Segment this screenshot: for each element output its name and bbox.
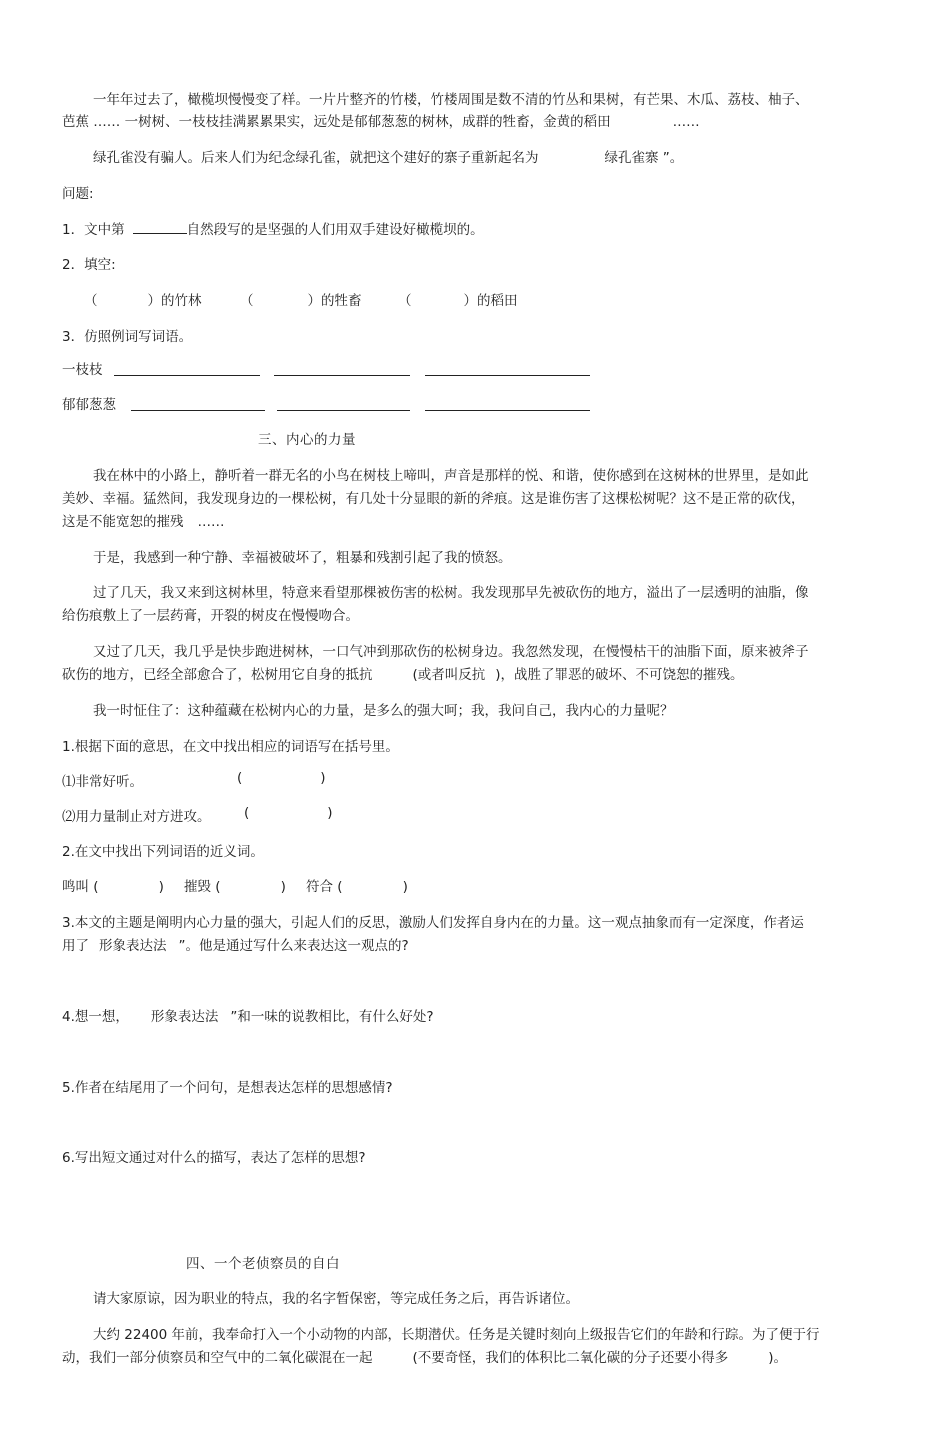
s4-p2-line2 — [62, 1346, 787, 1366]
s2-q2-item3: ）的稻田 — [463, 293, 518, 309]
s2-q2-blank2[interactable] — [240, 289, 362, 309]
s2-q2-blank1[interactable] — [84, 289, 202, 309]
s3-q5: 5.作者在结尾用了一个问句，是想表达怎样的思想感情? — [62, 1080, 393, 1096]
s2-p2-text: 绿孔雀没有骗人。后来人们为纪念绿孔雀，就把这个建好的寨子重新起名为 — [93, 150, 539, 166]
s2-p1-line1: 一年年过去了，橄榄坝慢慢变了样。一片片整齐的竹楼，竹楼周围是数不清的竹丛和果树，有芒果、木瓜、荔枝、柚子、 — [93, 92, 809, 108]
open-paren: （ — [240, 293, 254, 309]
s3-q2-w1[interactable] — [62, 875, 164, 895]
s3-q4-post: ”和一味的说教相比，有什么好处? — [230, 1009, 434, 1025]
s3-q2-w3[interactable] — [306, 875, 408, 895]
s3-p4-line2-end: )，战胜了罪恶的破坏、不可饶恕的摧残。 — [495, 667, 744, 683]
s3-q3-line2 — [62, 934, 409, 954]
s2-q3-r2-blank2[interactable] — [277, 409, 410, 411]
s2-q2-item2: ）的牲畜 — [307, 293, 362, 309]
close-paren: ) — [320, 770, 326, 786]
s4-p2-line2-text: 动，我们一部分侦察员和空气中的二氧化碳混在一起 — [62, 1350, 373, 1366]
s4-p1: 请大家原谅，因为职业的特点，我的名字暂保密，等完成任务之后，再告诉诸位。 — [93, 1291, 579, 1307]
s2-q2-item1: ）的竹林 — [147, 293, 202, 309]
questions-label: 问题: — [62, 186, 94, 202]
close-paren: ) — [402, 879, 408, 895]
s2-q3-r2-blank3[interactable] — [425, 409, 590, 411]
s3-q6: 6.写出短文通过对什么的描写，表达了怎样的思想? — [62, 1150, 366, 1166]
s3-q2-label: 2.在文中找出下列词语的近义词。 — [62, 844, 264, 860]
s3-p4-line2 — [62, 663, 744, 683]
s3-p3-line1: 过了几天，我又来到这树林里，特意来看望那棵被伤害的松树。我发现那早先被砍伤的地方，溢出了一层透明的油脂，像 — [93, 585, 809, 601]
s3-q3-line2-end: ”。他是通过写什么来表达这一观点的? — [178, 938, 409, 954]
s3-q2-w3-text: 符合 ( — [306, 879, 343, 895]
s3-p1-line1: 我在林中的小路上，静听着一群无名的小鸟在树枝上啼叫，声音是那样的悦、和谐，使你感到在这树林的世界里，是如此 — [93, 468, 809, 484]
s3-p4-line2-mid: (或者叫反抗 — [412, 667, 486, 683]
open-paren: ( — [244, 805, 250, 821]
s3-q1-b-blank[interactable] — [244, 805, 333, 821]
s2-q1-post: 自然段写的是坚强的人们用双手建设好橄榄坝的。 — [186, 222, 484, 238]
s2-q3-row1 — [62, 358, 103, 378]
close-paren: ) — [280, 879, 286, 895]
s2-p1-line2-end: …… — [672, 114, 700, 130]
s3-q3-line2-pre: 用了 — [62, 938, 89, 954]
s3-q1-a-blank[interactable] — [237, 770, 326, 786]
s3-p1-line3 — [62, 510, 225, 530]
s2-q2-blank3[interactable] — [398, 289, 518, 309]
s4-p2-line2-end: )。 — [768, 1350, 788, 1366]
section4-title: 四、一个老侦察员的自白 — [186, 1256, 340, 1272]
s3-q4-pre: 4.想一想， — [62, 1009, 129, 1025]
s2-q3-r1-blank1[interactable] — [114, 374, 260, 376]
open-paren: （ — [398, 293, 412, 309]
s3-q1-label: 1.根据下面的意思，在文中找出相应的词语写在括号里。 — [62, 739, 399, 755]
s3-p1-line2: 美妙、幸福。猛然间，我发现身边的一棵松树，有几处十分显眼的新的斧痕。这是谁伤害了这棵松树呢？这不是正常的砍伐， — [62, 491, 805, 507]
s2-q1-blank[interactable] — [133, 232, 187, 234]
s3-p5: 我一时怔住了：这种蕴藏在松树内心的力量，是多么的强大呵；我，我问自己，我内心的力量呢？ — [93, 703, 674, 719]
s2-q2-label: 2．填空: — [62, 257, 116, 273]
s2-q3-label: 3．仿照例词写词语。 — [62, 329, 193, 345]
s3-q3-line1: 3.本文的主题是阐明内心力量的强大，引起人们的反思，激励人们发挥自身内在的力量。这一观点抽象而有一定深度，作者运 — [62, 915, 804, 931]
s2-p2 — [93, 146, 683, 166]
s3-q4-mid: 形象表达法 — [150, 1009, 219, 1025]
section3-title: 三、内心的力量 — [258, 432, 356, 448]
s3-q1-b: ⑵用力量制止对方进攻。 — [62, 809, 211, 825]
s4-p2-line2-mid: (不要奇怪，我们的体积比二氧化碳的分子还要小得多 — [412, 1350, 729, 1366]
s3-p4-line2-text: 砍伤的地方，已经全部愈合了，松树用它自身的抵抗 — [62, 667, 373, 683]
s3-p4-line1: 又过了几天，我几乎是快步跑进树林，一口气冲到那砍伤的松树身边。我忽然发现，在慢慢枯干的油脂下面，原来被斧子 — [93, 644, 809, 660]
s2-q3-row2 — [62, 393, 116, 413]
s3-q4 — [62, 1005, 434, 1025]
s3-q3-line2-mid: 形象表达法 — [99, 938, 167, 954]
open-paren: （ — [84, 293, 98, 309]
s2-q1 — [62, 218, 484, 238]
s2-p1-line2 — [62, 110, 700, 130]
s2-q3-r1-blank2[interactable] — [274, 374, 410, 376]
s2-q3-r1-blank3[interactable] — [425, 374, 590, 376]
s2-q3-r2-blank1[interactable] — [131, 409, 265, 411]
s2-q3-ex1: 一枝枝 — [62, 362, 103, 378]
s3-q1-a: ⑴非常好听。 — [62, 774, 143, 790]
s3-p1-line3-text: 这是不能宽恕的摧残 — [62, 514, 184, 530]
s2-p1-line2-text: 芭蕉 …… 一树树、一枝枝挂满累累果实，远处是郁郁葱葱的树林，成群的牲畜，金黄的稻田 — [62, 114, 611, 130]
s4-p2-line1: 大约 22400 年前，我奉命打入一个小动物的内部，长期潜伏。任务是关键时刻向上级报告它们的年龄和行踪。为了便于行 — [93, 1327, 820, 1343]
s3-p3-line2: 给伤痕敷上了一层药膏，开裂的树皮在慢慢吻合。 — [62, 608, 359, 624]
s3-q2-w1-text: 鸣叫 ( — [62, 879, 99, 895]
close-paren: ) — [327, 805, 333, 821]
open-paren: ( — [237, 770, 243, 786]
s3-q2-w2[interactable] — [184, 875, 286, 895]
s2-p2-quote: 绿孔雀寨 ”。 — [604, 150, 684, 166]
s3-p2: 于是，我感到一种宁静、幸福被破坏了，粗暴和残割引起了我的愤怒。 — [93, 550, 512, 566]
s3-p1-line3-end: …… — [197, 514, 225, 530]
s2-q1-pre: 1．文中第 — [62, 222, 125, 238]
close-paren: ) — [158, 879, 164, 895]
s3-q2-w2-text: 摧毁 ( — [184, 879, 221, 895]
s2-q3-ex2: 郁郁葱葱 — [62, 397, 116, 413]
